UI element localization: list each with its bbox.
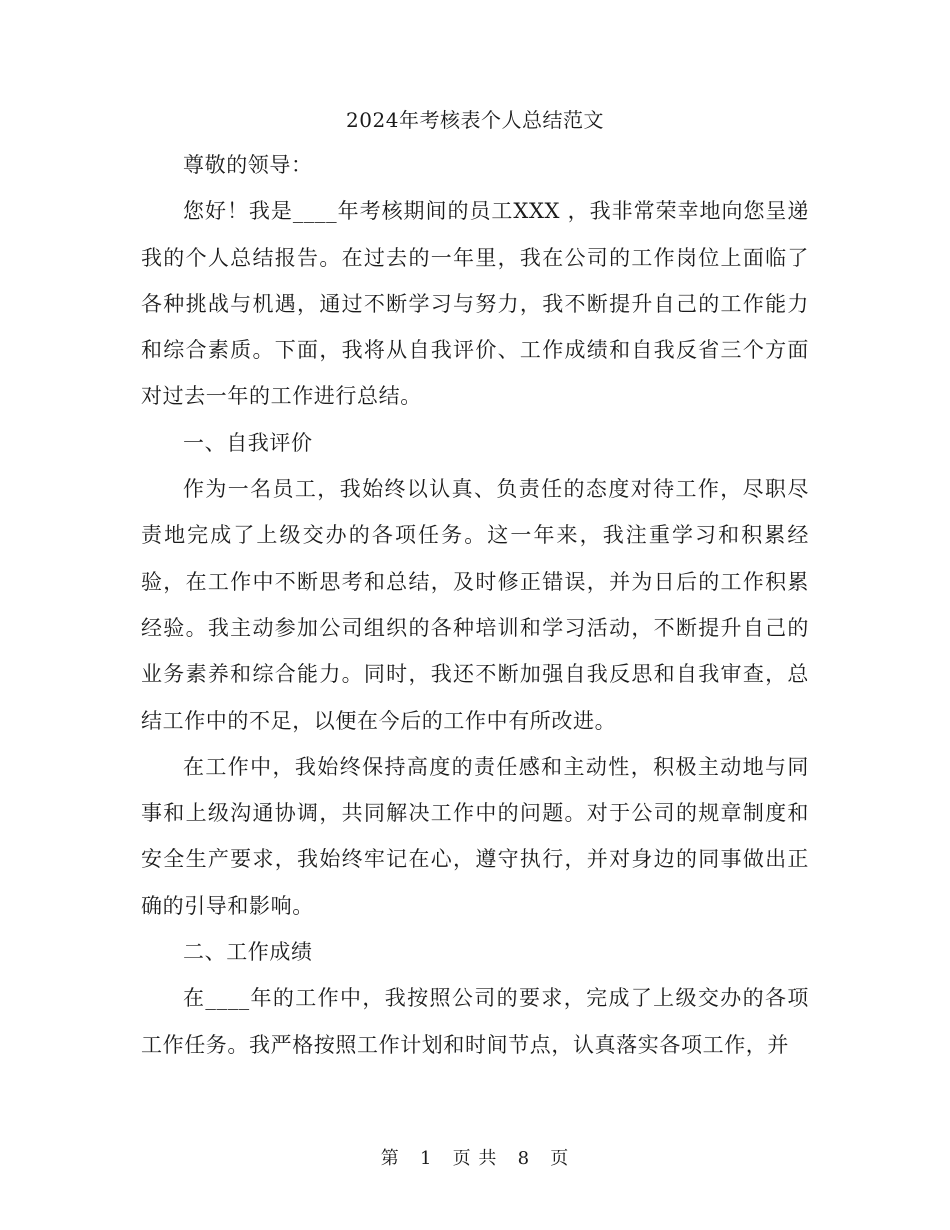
section-heading-self-evaluation: 一、自我评价	[183, 430, 313, 455]
self-evaluation-paragraph-1: 作为一名员工，我始终以认真、负责任的态度对待工作，尽职尽责地完成了上级交办的各项任务。这一年来，我注重学习和积累经验，在工作中不断思考和总结，及时修正错误，并为日后的工作积累经验。我主动参加公司组织的各种培训和学习活动，不断提升自己的业务素养和综合能力。同时，我还不断加强自我反思和自我审查，总结工作中的不足，以便在今后的工作中有所改进。	[141, 477, 809, 733]
footer-total-pages: 8	[517, 1148, 531, 1169]
work-achievements-paragraph-1: 在____年的工作中，我按照公司的要求，完成了上级交办的各项工作任务。我严格按照工作计划和时间节点，认真落实各项工作，并	[141, 986, 809, 1057]
document-title: 2024年考核表个人总结范文	[346, 108, 604, 132]
footer-suffix: 页	[550, 1148, 570, 1169]
footer-current-page: 1	[419, 1148, 433, 1169]
intro-paragraph: 您好！我是____年考核期间的员工XXX ，我非常荣幸地向您呈递我的个人总结报告。在过去的一年里，我在公司的工作岗位上面临了各种挑战与机遇，通过不断学习与努力，我不断提升自己的工作能力和综合素质。下面，我将从自我评价、工作成绩和自我反省三个方面对过去一年的工作进行总结。	[141, 199, 809, 409]
self-evaluation-paragraph-2: 在工作中，我始终保持高度的责任感和主动性，积极主动地与同事和上级沟通协调，共同解决工作中的问题。对于公司的规章制度和安全生产要求，我始终牢记在心，遵守执行，并对身边的同事做出正确的引导和影响。	[141, 754, 809, 918]
footer-prefix: 第	[380, 1148, 400, 1169]
section-heading-work-achievements: 二、工作成绩	[183, 940, 313, 965]
page-footer	[0, 1144, 950, 1174]
document-body	[141, 100, 809, 1068]
footer-mid: 页 共	[452, 1148, 498, 1169]
salutation: 尊敬的领导：	[183, 153, 313, 177]
